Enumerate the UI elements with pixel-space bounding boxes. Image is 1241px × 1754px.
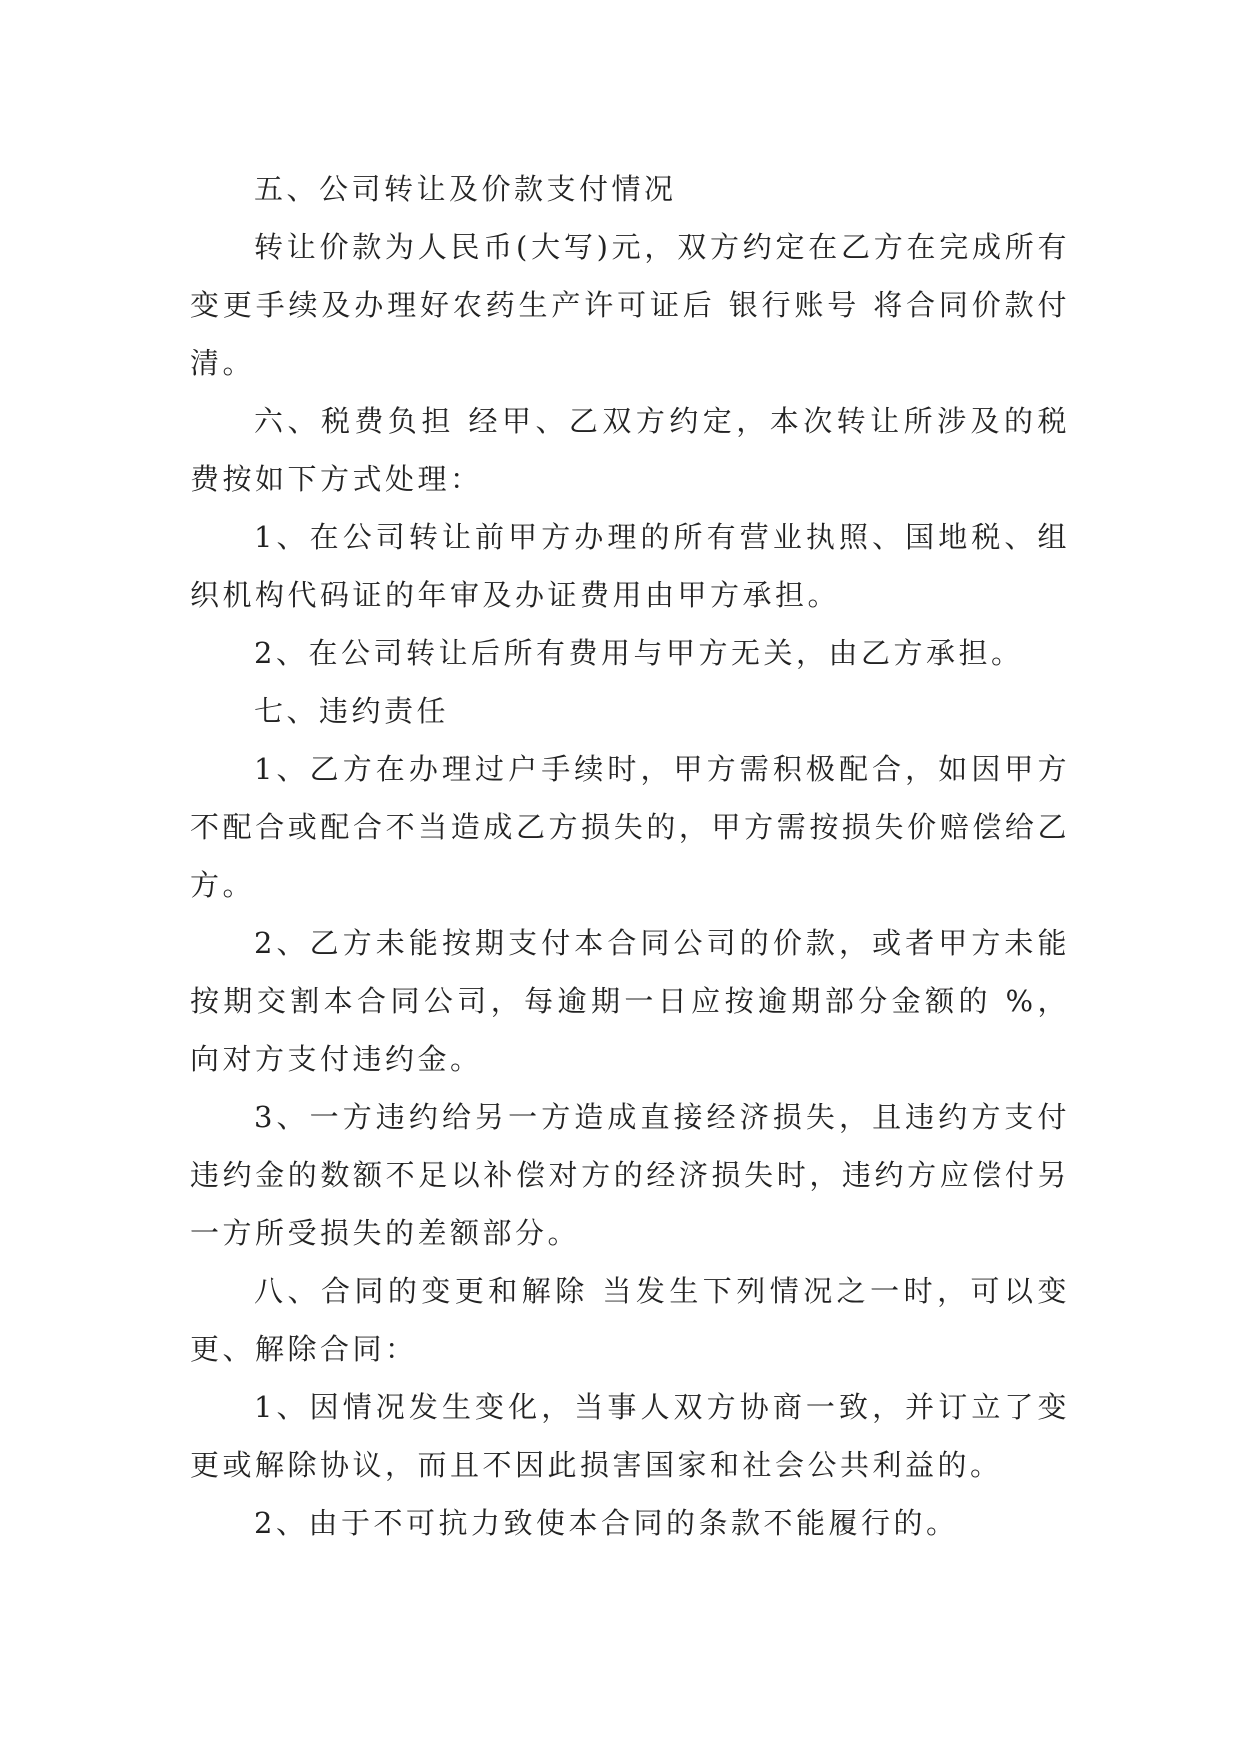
section-heading-transfer-payment: 五、公司转让及价款支付情况 — [254, 172, 677, 206]
paragraph-tax-item-2: 2、在公司转让后所有费用与甲方无关，由乙方承担。 — [254, 636, 1024, 670]
document-body — [190, 160, 1070, 1552]
section-heading-liability: 七、违约责任 — [254, 694, 450, 728]
section-heading-tax: 六、税费负担 经甲、乙双方约定，本次转让所涉及的税费按如下方式处理： — [190, 404, 1070, 496]
section-heading-modification: 八、合同的变更和解除 当发生下列情况之一时，可以变更、解除合同： — [190, 1274, 1070, 1366]
paragraph-modification-item-1: 1、因情况发生变化，当事人双方协商一致，并订立了变更或解除协议，而且不因此损害国家和社会公共利益的。 — [190, 1390, 1070, 1482]
paragraph-transfer-price: 转让价款为人民币(大写)元，双方约定在乙方在完成所有变更手续及办理好农药生产许可证后 银行账号 将合同价款付清。 — [190, 230, 1070, 380]
paragraph-modification-item-2: 2、由于不可抗力致使本合同的条款不能履行的。 — [254, 1506, 959, 1540]
paragraph-liability-item-3: 3、一方违约给另一方造成直接经济损失，且违约方支付违约金的数额不足以补偿对方的经济损失时，违约方应偿付另一方所受损失的差额部分。 — [190, 1100, 1070, 1250]
paragraph-tax-item-1: 1、在公司转让前甲方办理的所有营业执照、国地税、组织机构代码证的年审及办证费用由甲方承担。 — [190, 520, 1070, 612]
paragraph-liability-item-2: 2、乙方未能按期支付本合同公司的价款，或者甲方未能按期交割本合同公司，每逾期一日应按逾期部分金额的 %，向对方支付违约金。 — [190, 926, 1070, 1076]
paragraph-liability-item-1: 1、乙方在办理过户手续时，甲方需积极配合，如因甲方不配合或配合不当造成乙方损失的，甲方需按损失价赔偿给乙方。 — [190, 752, 1070, 902]
